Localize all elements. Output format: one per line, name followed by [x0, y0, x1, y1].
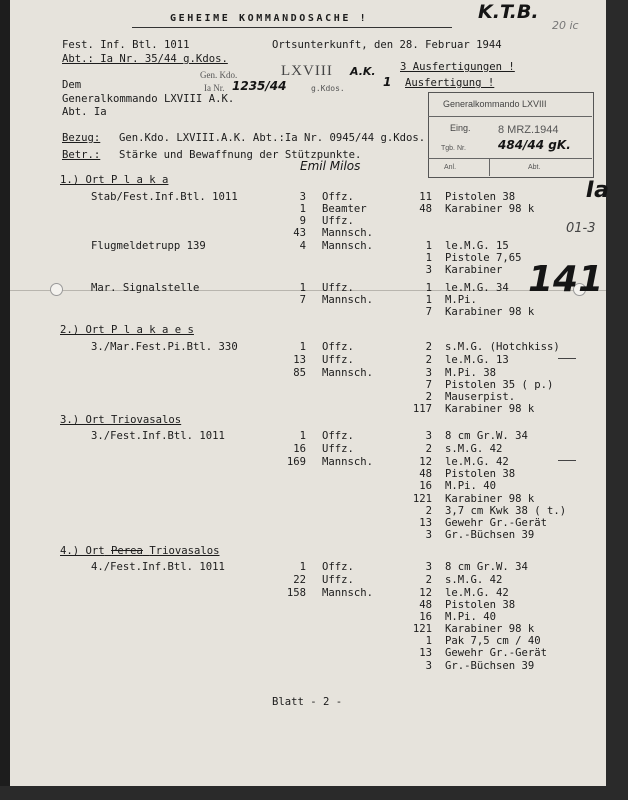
page-footer: Blatt - 2 - — [272, 696, 343, 708]
personnel-rank: Offz. — [322, 561, 354, 573]
personnel-count: 16 — [293, 443, 306, 455]
weapon-count: 2 — [425, 505, 432, 517]
personnel-rank: Uffz. — [322, 443, 354, 455]
copy-number: Ausfertigung ! — [405, 77, 495, 89]
weapon-count: 13 — [419, 647, 432, 659]
weapon-count: 3 — [425, 561, 432, 573]
personnel-count: 13 — [293, 354, 306, 366]
gkdos-stamp: g.Kdos. — [311, 84, 345, 93]
unit-name: 3./Fest.Inf.Btl. 1011 — [91, 430, 225, 442]
classification-underline — [132, 27, 452, 28]
weapon-count: 3 — [425, 367, 432, 379]
personnel-rank: Mannsch. — [322, 227, 374, 239]
section-heading: 1.) Ort P l a k a — [60, 174, 169, 186]
personnel-rank: Mannsch. — [322, 587, 374, 599]
pencil-dash — [558, 358, 576, 359]
classification-header: GEHEIME KOMMANDOSACHE ! — [170, 13, 369, 24]
weapon-type: M.Pi. — [445, 294, 477, 306]
weapon-count: 2 — [425, 341, 432, 353]
weapon-type: Karabiner 98 k — [445, 203, 535, 215]
personnel-count: 3 — [299, 191, 306, 203]
stamp-divider — [428, 116, 592, 117]
copies-count: 3 Ausfertigungen ! — [400, 61, 515, 73]
weapon-count: 7 — [425, 379, 432, 391]
margin-ia: Ia — [586, 178, 610, 203]
section-heading — [60, 546, 220, 557]
scan-edge-right — [606, 0, 628, 800]
corps-stamp: LXVIII — [281, 63, 333, 79]
weapon-type: M.Pi. 40 — [445, 611, 497, 623]
weapon-count: 16 — [419, 611, 432, 623]
weapon-count: 3 — [425, 430, 432, 442]
weapon-type: Karabiner 98 k — [445, 623, 535, 635]
personnel-count: 1 — [299, 341, 306, 353]
ak-handwritten: A.K. — [350, 65, 376, 78]
personnel-rank: Offz. — [322, 430, 354, 442]
personnel-rank: Uffz. — [322, 354, 354, 366]
personnel-count: 1 — [299, 203, 306, 215]
struck-word: Perea — [111, 545, 143, 557]
weapon-count: 13 — [419, 517, 432, 529]
weapon-type: Gr.-Büchsen 39 — [445, 529, 535, 541]
weapon-type: Mauserpist. — [445, 391, 516, 403]
personnel-count: 4 — [299, 240, 306, 252]
weapon-type: Pistolen 38 — [445, 191, 516, 203]
weapon-count: 1 — [425, 240, 432, 252]
stamp-tgb: Tgb. Nr. — [441, 145, 466, 152]
weapon-count: 12 — [419, 587, 432, 599]
scan-edge-bottom — [0, 786, 628, 800]
reference-number: Abt.: Ia Nr. 35/44 g.Kdos. — [62, 53, 228, 65]
weapon-type: Pistolen 38 — [445, 599, 516, 611]
personnel-count: 1 — [299, 430, 306, 442]
personnel-count: 85 — [293, 367, 306, 379]
weapon-type: s.M.G. 42 — [445, 443, 503, 455]
unit-name: Mar. Signalstelle — [91, 282, 200, 294]
personnel-count: 158 — [286, 587, 306, 599]
weapon-type: Gewehr Gr.-Gerät — [445, 517, 548, 529]
personnel-rank: Beamter — [322, 203, 367, 215]
pencil-dash — [558, 460, 576, 461]
personnel-rank: Uffz. — [322, 574, 354, 586]
unit-name: 4./Fest.Inf.Btl. 1011 — [91, 561, 225, 573]
stamp-abt: Abt. — [528, 164, 541, 171]
weapon-type: Karabiner 98 k — [445, 403, 535, 415]
recipient-line-1: Generalkommando LXVIII A.K. — [62, 93, 235, 105]
unit-name: Flugmeldetrupp 139 — [91, 240, 206, 252]
weapon-type: Karabiner 98 k — [445, 306, 535, 318]
weapon-type: le.M.G. 13 — [445, 354, 509, 366]
personnel-rank: Mannsch. — [322, 456, 374, 468]
heading-prefix: 4.) Ort — [60, 545, 105, 557]
personnel-rank: Mannsch. — [322, 294, 374, 306]
weapon-count: 11 — [419, 191, 432, 203]
stamp-divider — [428, 158, 592, 159]
heading-rest: Triovasalos — [149, 545, 220, 557]
weapon-count: 16 — [419, 480, 432, 492]
personnel-rank: Offz. — [322, 341, 354, 353]
ktb-handwritten: K.T.B. — [478, 1, 539, 23]
weapon-type: le.M.G. 42 — [445, 456, 509, 468]
personnel-count: 1 — [299, 282, 306, 294]
page-number-handwritten: 141 — [528, 259, 604, 300]
weapon-count: 1 — [425, 294, 432, 306]
copy-no-handwritten: 1 — [383, 75, 392, 89]
weapon-count: 1 — [425, 635, 432, 647]
pencil-mark-top: 20 ic — [552, 19, 579, 32]
personnel-rank: Mannsch. — [322, 240, 374, 252]
weapon-type: Pistolen 38 — [445, 468, 516, 480]
unit-designation: Fest. Inf. Btl. 1011 — [62, 39, 190, 51]
betr-label: Betr.: — [62, 149, 101, 161]
weapon-count: 2 — [425, 443, 432, 455]
betr-text: Stärke und Bewaffnung der Stützpunkte. — [119, 149, 362, 161]
personnel-count: 9 — [299, 215, 306, 227]
weapon-type: le.M.G. 15 — [445, 240, 509, 252]
location-date: Ortsunterkunft, den 28. Februar 1944 — [272, 39, 502, 51]
weapon-count: 1 — [425, 252, 432, 264]
weapon-type: 3,7 cm Kwk 38 ( t.) — [445, 505, 567, 517]
weapon-type: Pak 7,5 cm / 40 — [445, 635, 541, 647]
weapon-type: 8 cm Gr.W. 34 — [445, 430, 528, 442]
weapon-type: Pistole 7,65 — [445, 252, 522, 264]
personnel-rank: Offz. — [322, 191, 354, 203]
personnel-count: 7 — [299, 294, 306, 306]
weapon-count: 3 — [425, 660, 432, 672]
section-heading: 3.) Ort Triovasalos — [60, 414, 182, 426]
gen-kdo-stamp: Gen. Kdo. — [200, 70, 238, 80]
weapon-type: Gewehr Gr.-Gerät — [445, 647, 548, 659]
weapon-count: 3 — [425, 264, 432, 276]
weapon-type: M.Pi. 40 — [445, 480, 497, 492]
ia-nr-handwritten: 1235/44 — [232, 79, 287, 93]
weapon-count: 12 — [419, 456, 432, 468]
stamp-anl: Anl. — [444, 164, 457, 171]
weapon-count: 2 — [425, 354, 432, 366]
recipient-line-2: Abt. Ia — [62, 106, 107, 118]
scan-edge-left — [0, 0, 10, 800]
weapon-count: 2 — [425, 391, 432, 403]
weapon-count: 48 — [419, 468, 432, 480]
personnel-count: 43 — [293, 227, 306, 239]
section-heading: 2.) Ort P l a k a e s — [60, 324, 194, 336]
bezug-label: Bezug: — [62, 132, 101, 144]
weapon-count: 48 — [419, 599, 432, 611]
weapon-type: M.Pi. 38 — [445, 367, 497, 379]
weapon-type: Karabiner 98 k — [445, 493, 535, 505]
weapon-type: le.M.G. 34 — [445, 282, 509, 294]
recipient-label: Dem — [62, 79, 82, 91]
weapon-count: 3 — [425, 529, 432, 541]
weapon-count: 117 — [412, 403, 432, 415]
ia-nr-stamp: Ia Nr. — [204, 83, 225, 93]
unit-name: Stab/Fest.Inf.Btl. 1011 — [91, 191, 238, 203]
weapon-type: s.M.G. 42 — [445, 574, 503, 586]
personnel-count: 169 — [286, 456, 306, 468]
weapon-type: le.M.G. 42 — [445, 587, 509, 599]
stamp-eing: Eing. — [450, 123, 471, 133]
margin-pencil: 01-3 — [566, 221, 596, 236]
stamp-date: 8 MRZ.1944 — [498, 124, 559, 136]
weapon-type: Karabiner — [445, 264, 503, 276]
personnel-rank: Uffz. — [322, 215, 354, 227]
bezug-text: Gen.Kdo. LXVIII.A.K. Abt.:Ia Nr. 0945/44 g.Kdos. — [119, 132, 426, 144]
weapon-count: 1 — [425, 282, 432, 294]
stamp-tgb-handwritten: 484/44 gK. — [498, 138, 571, 152]
punch-hole — [50, 283, 63, 296]
weapon-type: 8 cm Gr.W. 34 — [445, 561, 528, 573]
weapon-type: s.M.G. (Hotchkiss) — [445, 341, 560, 353]
weapon-type: Gr.-Büchsen 39 — [445, 660, 535, 672]
personnel-count: 1 — [299, 561, 306, 573]
weapon-count: 2 — [425, 574, 432, 586]
weapon-count: 7 — [425, 306, 432, 318]
stamp-title: Generalkommando LXVIII — [443, 99, 547, 109]
personnel-rank: Mannsch. — [322, 367, 374, 379]
weapon-count: 121 — [412, 493, 432, 505]
personnel-rank: Uffz. — [322, 282, 354, 294]
pencil-annotation: Emil Milos — [300, 159, 361, 173]
unit-name: 3./Mar.Fest.Pi.Btl. 330 — [91, 341, 238, 353]
weapon-count: 121 — [412, 623, 432, 635]
weapon-type: Pistolen 35 ( p.) — [445, 379, 554, 391]
weapon-count: 48 — [419, 203, 432, 215]
stamp-divider — [489, 158, 490, 176]
personnel-count: 22 — [293, 574, 306, 586]
